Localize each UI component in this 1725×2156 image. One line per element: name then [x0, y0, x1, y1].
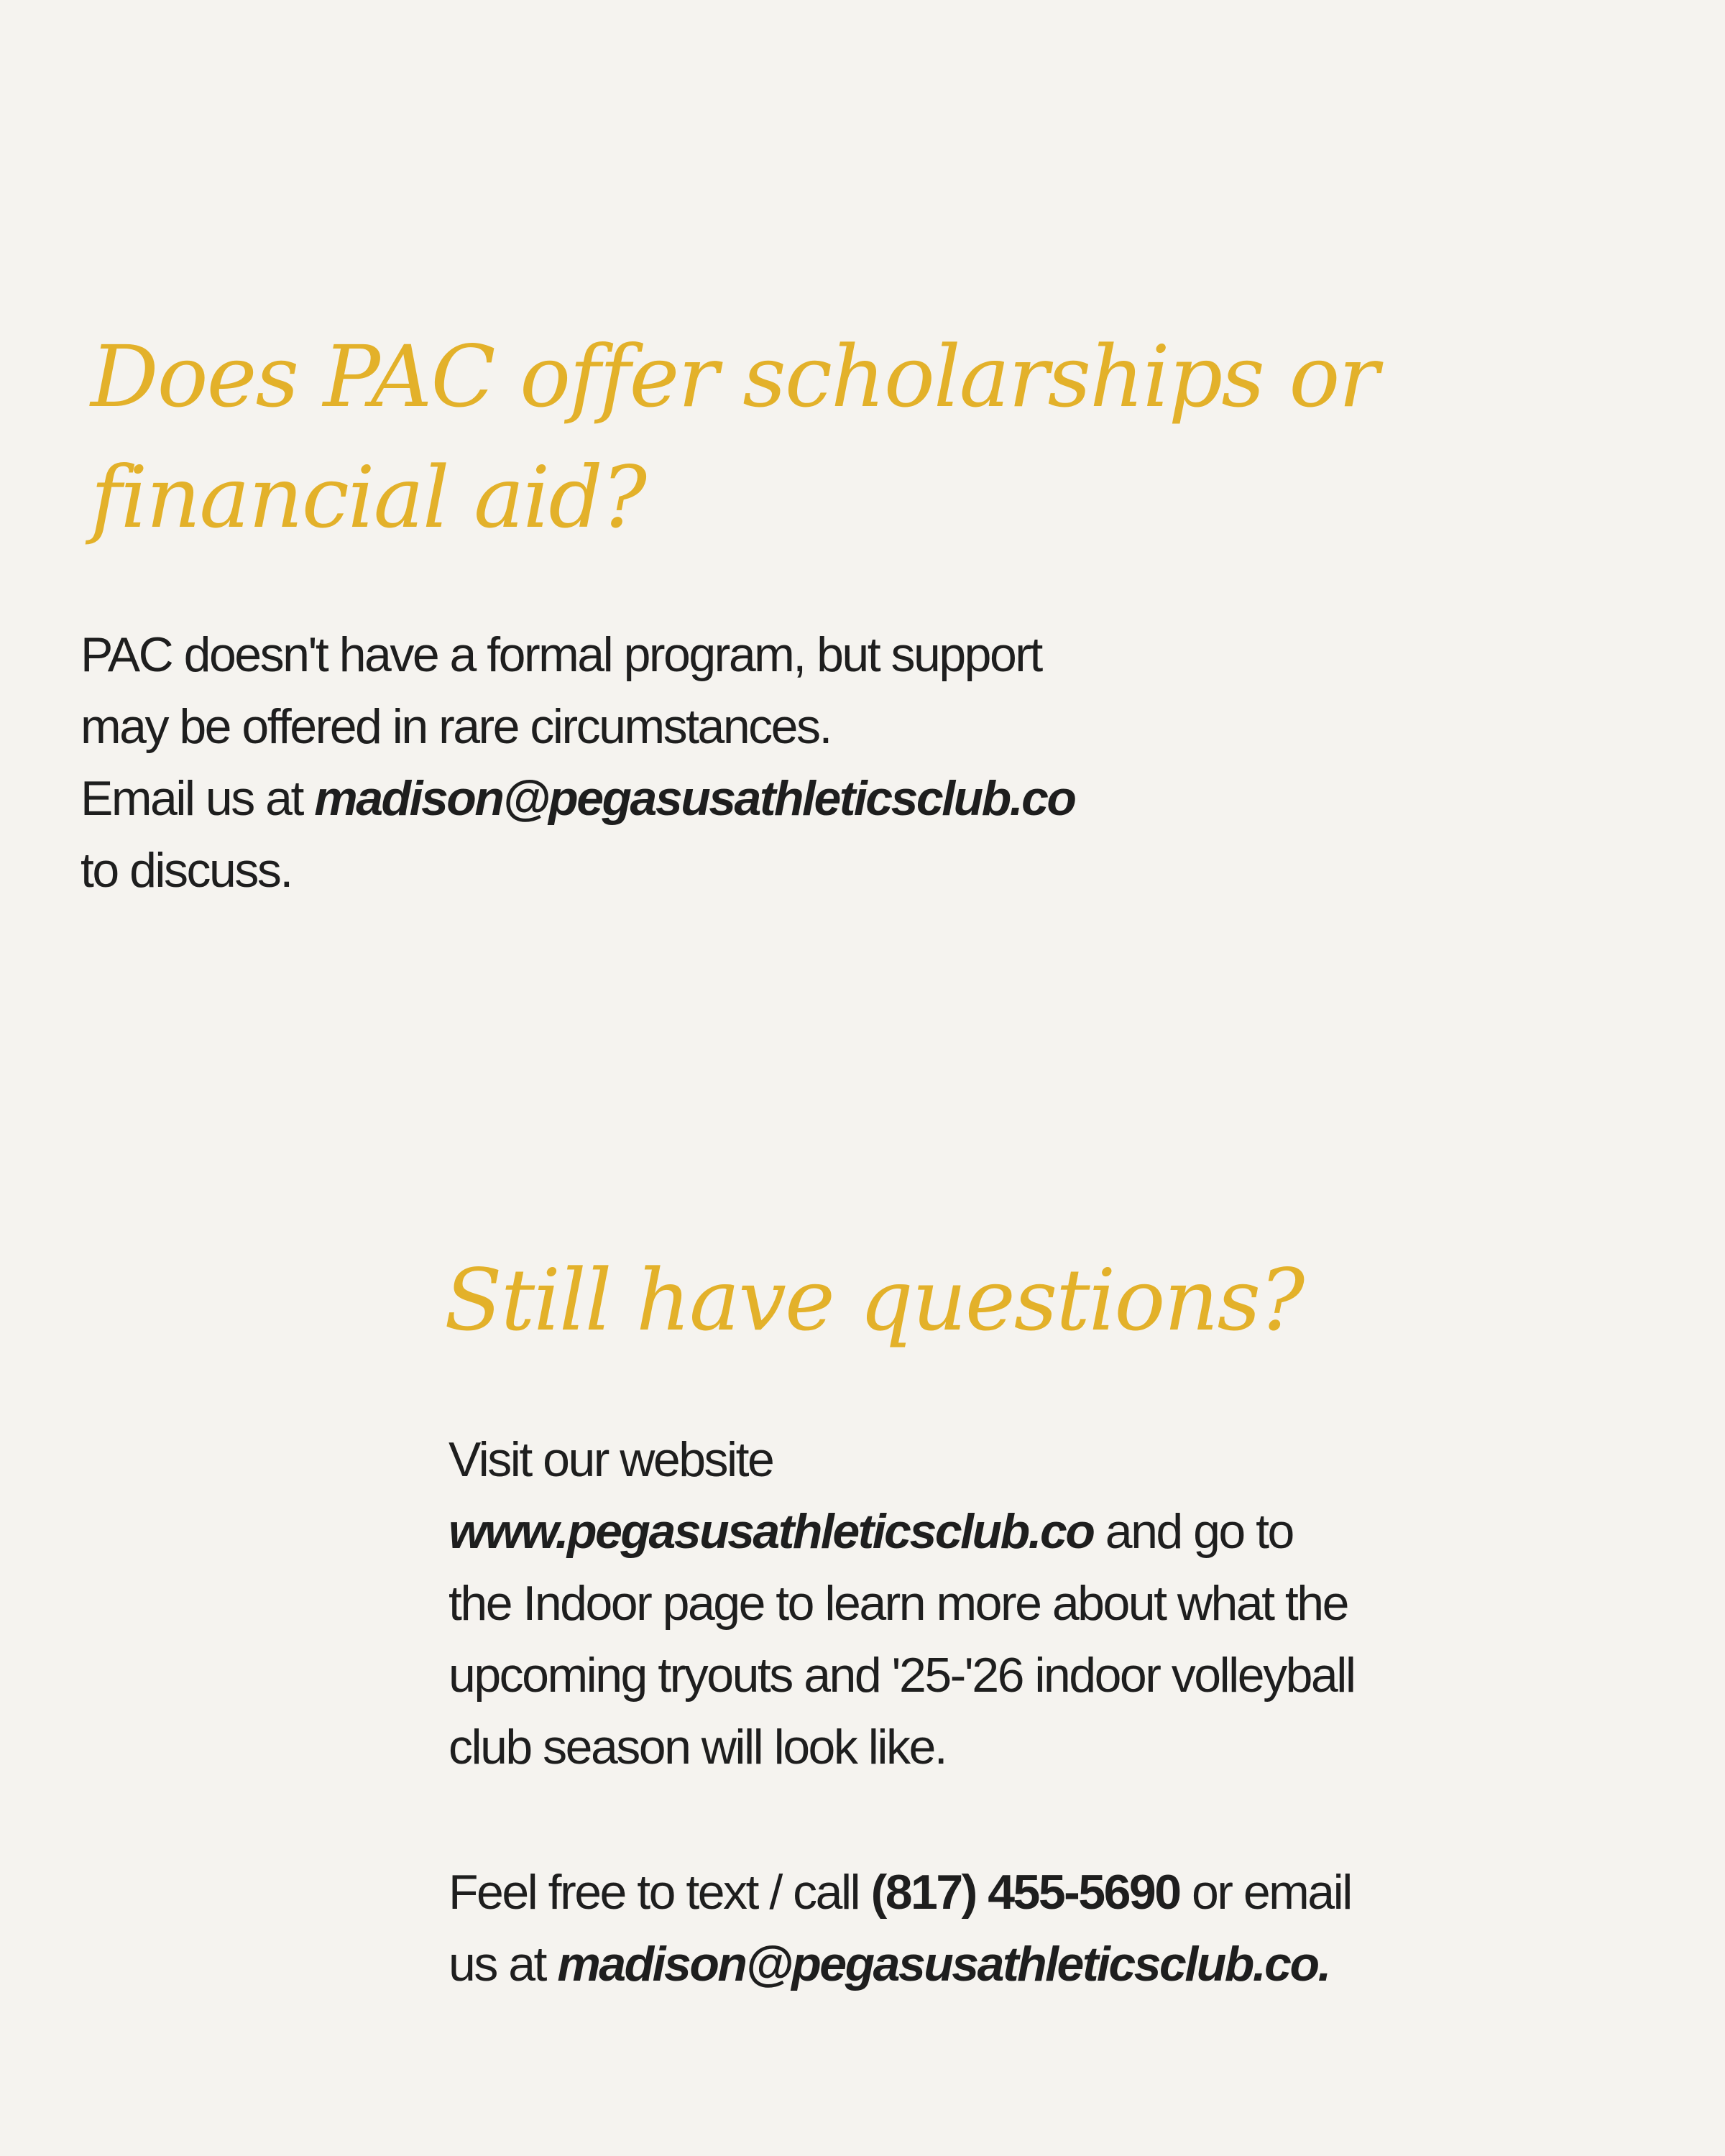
faq-answer — [80, 619, 1446, 906]
faq-answer-line-2: may be offered in rare circumstances. — [80, 699, 831, 754]
contact-p1-line-3: the Indoor page to learn more about what the — [448, 1576, 1348, 1631]
faq-answer-line-4: to discuss. — [80, 843, 292, 898]
faq-heading — [65, 316, 1430, 558]
contact-p2-line-2-prefix: us at — [448, 1937, 558, 1991]
phone-link[interactable]: (817) 455-5690 — [870, 1865, 1180, 1920]
faq-heading-line-1: Does PAC offer scholarships or — [91, 327, 1378, 426]
contact-p2-line-2 — [448, 1928, 1634, 2000]
contact-p2-suffix: or email — [1179, 1865, 1351, 1920]
contact-paragraph-phone-email — [448, 1856, 1634, 2000]
faq-email-link[interactable]: madison@pegasusathleticsclub.co — [314, 771, 1075, 826]
website-link[interactable]: www.pegasusathleticsclub.co — [448, 1504, 1094, 1559]
contact-p1-line-5: club season will look like. — [448, 1720, 947, 1774]
contact-heading: Still have questions? — [444, 1250, 1304, 1350]
faq-answer-line-3 — [80, 763, 1446, 834]
contact-paragraph-website — [448, 1424, 1634, 1783]
contact-p2-prefix: Feel free to text / call — [448, 1865, 871, 1920]
faq-answer-line-1: PAC doesn't have a formal program, but support — [80, 627, 1041, 682]
contact-p2-line-1 — [448, 1856, 1634, 1928]
contact-email-link[interactable]: madison@pegasusathleticsclub.co. — [557, 1937, 1330, 1991]
contact-p1-line-2-suffix: and go to — [1093, 1504, 1293, 1559]
contact-p1-line-1: Visit our website — [448, 1432, 773, 1487]
contact-p1-line-4: upcoming tryouts and '25-'26 indoor volleyball — [448, 1648, 1355, 1703]
faq-heading-line-2: financial aid? — [91, 448, 646, 547]
contact-p1-line-2 — [448, 1496, 1634, 1567]
faq-email-prefix: Email us at — [80, 771, 315, 826]
